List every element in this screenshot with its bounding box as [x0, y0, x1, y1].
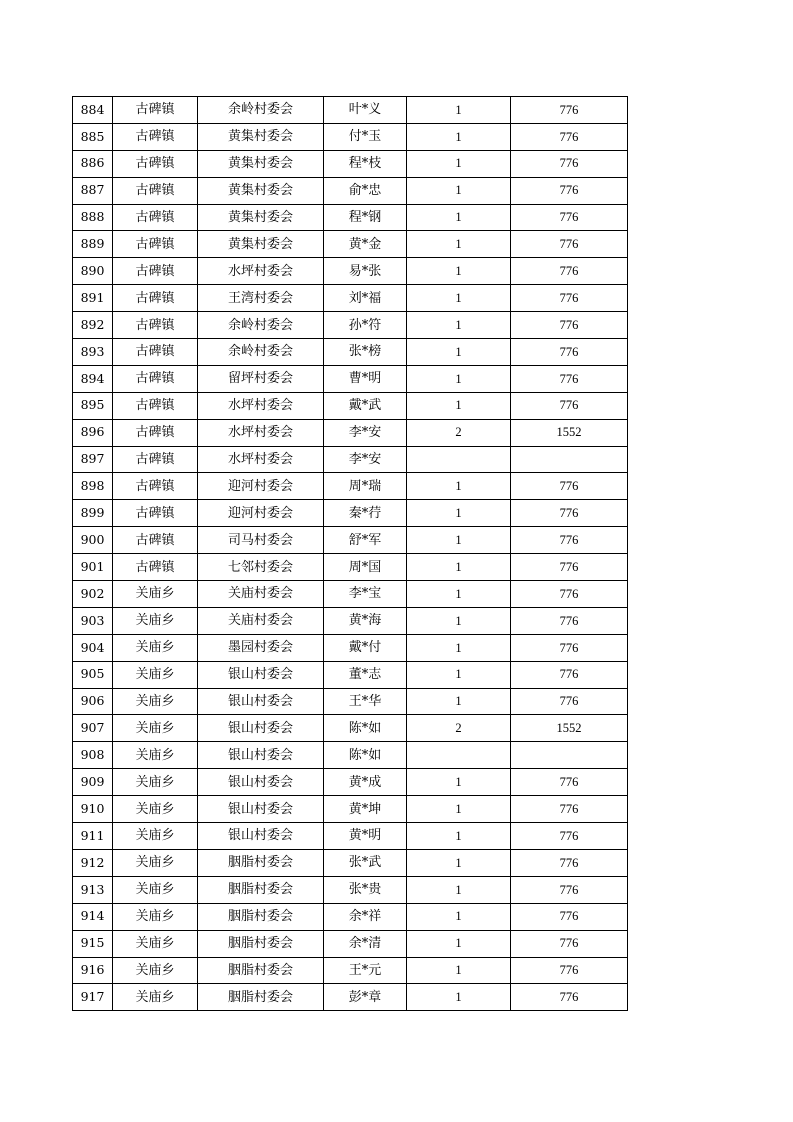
- amount-cell: 776: [511, 849, 628, 876]
- village-committee-cell: 迎河村委会: [198, 500, 324, 527]
- person-name-cell: 周*瑞: [324, 473, 407, 500]
- amount-cell: [511, 742, 628, 769]
- town-cell: 古碑镇: [113, 312, 198, 339]
- count-cell: 1: [407, 796, 511, 823]
- village-committee-cell: 胭脂村委会: [198, 957, 324, 984]
- village-committee-cell: 胭脂村委会: [198, 849, 324, 876]
- table-row: [73, 823, 628, 850]
- amount-cell: 1552: [511, 419, 628, 446]
- village-committee-cell: 胭脂村委会: [198, 930, 324, 957]
- table-row: [73, 339, 628, 366]
- count-cell: 1: [407, 312, 511, 339]
- serial-number-cell: 916: [73, 957, 113, 984]
- amount-cell: 776: [511, 473, 628, 500]
- person-name-cell: 付*玉: [324, 123, 407, 150]
- table-row: [73, 957, 628, 984]
- serial-number-cell: 893: [73, 339, 113, 366]
- table-row: [73, 365, 628, 392]
- village-committee-cell: 水坪村委会: [198, 446, 324, 473]
- serial-number-cell: 903: [73, 607, 113, 634]
- person-name-cell: 俞*忠: [324, 177, 407, 204]
- town-cell: 关庙乡: [113, 742, 198, 769]
- table-row: [73, 97, 628, 124]
- person-name-cell: 李*安: [324, 446, 407, 473]
- town-cell: 关庙乡: [113, 715, 198, 742]
- village-committee-cell: 余岭村委会: [198, 312, 324, 339]
- village-committee-cell: 七邻村委会: [198, 554, 324, 581]
- serial-number-cell: 913: [73, 876, 113, 903]
- serial-number-cell: 904: [73, 634, 113, 661]
- table-row: [73, 204, 628, 231]
- village-committee-cell: 黄集村委会: [198, 150, 324, 177]
- town-cell: 关庙乡: [113, 688, 198, 715]
- table-row: [73, 984, 628, 1011]
- count-cell: 1: [407, 903, 511, 930]
- amount-cell: 776: [511, 661, 628, 688]
- village-committee-cell: 黄集村委会: [198, 123, 324, 150]
- person-name-cell: 王*元: [324, 957, 407, 984]
- village-committee-cell: 银山村委会: [198, 769, 324, 796]
- amount-cell: 776: [511, 339, 628, 366]
- count-cell: 1: [407, 285, 511, 312]
- records-table: [72, 96, 628, 1011]
- town-cell: 古碑镇: [113, 419, 198, 446]
- person-name-cell: 黄*海: [324, 607, 407, 634]
- amount-cell: 776: [511, 930, 628, 957]
- count-cell: 2: [407, 419, 511, 446]
- serial-number-cell: 884: [73, 97, 113, 124]
- count-cell: 2: [407, 715, 511, 742]
- village-committee-cell: 水坪村委会: [198, 392, 324, 419]
- town-cell: 关庙乡: [113, 903, 198, 930]
- person-name-cell: 黄*成: [324, 769, 407, 796]
- amount-cell: 776: [511, 204, 628, 231]
- count-cell: 1: [407, 984, 511, 1011]
- person-name-cell: 余*祥: [324, 903, 407, 930]
- person-name-cell: 程*钢: [324, 204, 407, 231]
- village-committee-cell: 银山村委会: [198, 688, 324, 715]
- count-cell: 1: [407, 688, 511, 715]
- serial-number-cell: 885: [73, 123, 113, 150]
- person-name-cell: 王*华: [324, 688, 407, 715]
- table-row: [73, 473, 628, 500]
- amount-cell: 776: [511, 634, 628, 661]
- village-committee-cell: 迎河村委会: [198, 473, 324, 500]
- count-cell: 1: [407, 392, 511, 419]
- table-row: [73, 419, 628, 446]
- count-cell: 1: [407, 500, 511, 527]
- town-cell: 关庙乡: [113, 849, 198, 876]
- village-committee-cell: 黄集村委会: [198, 177, 324, 204]
- table-row: [73, 500, 628, 527]
- town-cell: 古碑镇: [113, 123, 198, 150]
- serial-number-cell: 911: [73, 823, 113, 850]
- person-name-cell: 刘*福: [324, 285, 407, 312]
- count-cell: 1: [407, 231, 511, 258]
- table-row: [73, 715, 628, 742]
- serial-number-cell: 892: [73, 312, 113, 339]
- table-row: [73, 742, 628, 769]
- count-cell: 1: [407, 957, 511, 984]
- village-committee-cell: 银山村委会: [198, 715, 324, 742]
- amount-cell: 776: [511, 903, 628, 930]
- table-row: [73, 312, 628, 339]
- table-row: [73, 581, 628, 608]
- serial-number-cell: 888: [73, 204, 113, 231]
- count-cell: 1: [407, 769, 511, 796]
- town-cell: 古碑镇: [113, 285, 198, 312]
- serial-number-cell: 912: [73, 849, 113, 876]
- amount-cell: [511, 446, 628, 473]
- serial-number-cell: 901: [73, 554, 113, 581]
- person-name-cell: 黄*坤: [324, 796, 407, 823]
- count-cell: 1: [407, 661, 511, 688]
- town-cell: 古碑镇: [113, 500, 198, 527]
- village-committee-cell: 胭脂村委会: [198, 876, 324, 903]
- count-cell: 1: [407, 823, 511, 850]
- table-row: [73, 231, 628, 258]
- count-cell: 1: [407, 554, 511, 581]
- amount-cell: 776: [511, 365, 628, 392]
- village-committee-cell: 银山村委会: [198, 823, 324, 850]
- amount-cell: 776: [511, 769, 628, 796]
- table-row: [73, 876, 628, 903]
- amount-cell: 776: [511, 392, 628, 419]
- person-name-cell: 彭*章: [324, 984, 407, 1011]
- serial-number-cell: 907: [73, 715, 113, 742]
- amount-cell: 776: [511, 527, 628, 554]
- person-name-cell: 秦*荇: [324, 500, 407, 527]
- village-committee-cell: 胭脂村委会: [198, 984, 324, 1011]
- village-committee-cell: 水坪村委会: [198, 258, 324, 285]
- serial-number-cell: 890: [73, 258, 113, 285]
- serial-number-cell: 899: [73, 500, 113, 527]
- serial-number-cell: 894: [73, 365, 113, 392]
- person-name-cell: 戴*武: [324, 392, 407, 419]
- person-name-cell: 张*榜: [324, 339, 407, 366]
- amount-cell: 776: [511, 177, 628, 204]
- table-row: [73, 661, 628, 688]
- town-cell: 古碑镇: [113, 527, 198, 554]
- count-cell: 1: [407, 527, 511, 554]
- village-committee-cell: 留坪村委会: [198, 365, 324, 392]
- serial-number-cell: 886: [73, 150, 113, 177]
- amount-cell: 776: [511, 97, 628, 124]
- serial-number-cell: 910: [73, 796, 113, 823]
- amount-cell: 776: [511, 258, 628, 285]
- count-cell: 1: [407, 123, 511, 150]
- town-cell: 古碑镇: [113, 177, 198, 204]
- town-cell: 关庙乡: [113, 930, 198, 957]
- village-committee-cell: 关庙村委会: [198, 581, 324, 608]
- amount-cell: 776: [511, 150, 628, 177]
- town-cell: 古碑镇: [113, 204, 198, 231]
- table-row: [73, 849, 628, 876]
- amount-cell: 776: [511, 123, 628, 150]
- person-name-cell: 程*枝: [324, 150, 407, 177]
- table-row: [73, 554, 628, 581]
- table-row: [73, 527, 628, 554]
- person-name-cell: 陈*如: [324, 715, 407, 742]
- amount-cell: 776: [511, 796, 628, 823]
- person-name-cell: 张*武: [324, 849, 407, 876]
- town-cell: 古碑镇: [113, 258, 198, 285]
- serial-number-cell: 897: [73, 446, 113, 473]
- serial-number-cell: 906: [73, 688, 113, 715]
- count-cell: 1: [407, 876, 511, 903]
- serial-number-cell: 908: [73, 742, 113, 769]
- town-cell: 古碑镇: [113, 150, 198, 177]
- village-committee-cell: 司马村委会: [198, 527, 324, 554]
- amount-cell: 776: [511, 607, 628, 634]
- village-committee-cell: 黄集村委会: [198, 231, 324, 258]
- town-cell: 关庙乡: [113, 661, 198, 688]
- serial-number-cell: 905: [73, 661, 113, 688]
- serial-number-cell: 895: [73, 392, 113, 419]
- serial-number-cell: 891: [73, 285, 113, 312]
- records-table-body: [73, 97, 628, 1011]
- village-committee-cell: 胭脂村委会: [198, 903, 324, 930]
- serial-number-cell: 889: [73, 231, 113, 258]
- amount-cell: 776: [511, 688, 628, 715]
- table-row: [73, 930, 628, 957]
- count-cell: 1: [407, 365, 511, 392]
- amount-cell: 1552: [511, 715, 628, 742]
- table-row: [73, 607, 628, 634]
- table-row: [73, 634, 628, 661]
- count-cell: 1: [407, 473, 511, 500]
- person-name-cell: 董*志: [324, 661, 407, 688]
- count-cell: 1: [407, 177, 511, 204]
- village-committee-cell: 余岭村委会: [198, 97, 324, 124]
- person-name-cell: 黄*金: [324, 231, 407, 258]
- village-committee-cell: 墨园村委会: [198, 634, 324, 661]
- serial-number-cell: 896: [73, 419, 113, 446]
- count-cell: 1: [407, 607, 511, 634]
- serial-number-cell: 909: [73, 769, 113, 796]
- count-cell: 1: [407, 204, 511, 231]
- amount-cell: 776: [511, 876, 628, 903]
- person-name-cell: 孙*符: [324, 312, 407, 339]
- table-row: [73, 177, 628, 204]
- amount-cell: 776: [511, 823, 628, 850]
- person-name-cell: 黄*明: [324, 823, 407, 850]
- village-committee-cell: 关庙村委会: [198, 607, 324, 634]
- village-committee-cell: 水坪村委会: [198, 419, 324, 446]
- count-cell: 1: [407, 634, 511, 661]
- person-name-cell: 李*宝: [324, 581, 407, 608]
- count-cell: 1: [407, 930, 511, 957]
- serial-number-cell: 915: [73, 930, 113, 957]
- town-cell: 关庙乡: [113, 823, 198, 850]
- table-row: [73, 258, 628, 285]
- person-name-cell: 舒*军: [324, 527, 407, 554]
- serial-number-cell: 887: [73, 177, 113, 204]
- person-name-cell: 周*国: [324, 554, 407, 581]
- table-row: [73, 150, 628, 177]
- count-cell: 1: [407, 150, 511, 177]
- village-committee-cell: 银山村委会: [198, 796, 324, 823]
- table-row: [73, 392, 628, 419]
- town-cell: 古碑镇: [113, 231, 198, 258]
- count-cell: 1: [407, 339, 511, 366]
- count-cell: 1: [407, 581, 511, 608]
- town-cell: 古碑镇: [113, 97, 198, 124]
- serial-number-cell: 898: [73, 473, 113, 500]
- town-cell: 古碑镇: [113, 473, 198, 500]
- town-cell: 关庙乡: [113, 769, 198, 796]
- town-cell: 关庙乡: [113, 984, 198, 1011]
- serial-number-cell: 900: [73, 527, 113, 554]
- person-name-cell: 曹*明: [324, 365, 407, 392]
- town-cell: 关庙乡: [113, 634, 198, 661]
- table-row: [73, 446, 628, 473]
- table-row: [73, 903, 628, 930]
- village-committee-cell: 银山村委会: [198, 742, 324, 769]
- serial-number-cell: 914: [73, 903, 113, 930]
- town-cell: 关庙乡: [113, 957, 198, 984]
- village-committee-cell: 银山村委会: [198, 661, 324, 688]
- amount-cell: 776: [511, 957, 628, 984]
- amount-cell: 776: [511, 231, 628, 258]
- person-name-cell: 易*张: [324, 258, 407, 285]
- town-cell: 关庙乡: [113, 796, 198, 823]
- count-cell: [407, 742, 511, 769]
- town-cell: 古碑镇: [113, 446, 198, 473]
- person-name-cell: 张*贵: [324, 876, 407, 903]
- village-committee-cell: 余岭村委会: [198, 339, 324, 366]
- table-row: [73, 769, 628, 796]
- serial-number-cell: 902: [73, 581, 113, 608]
- village-committee-cell: 黄集村委会: [198, 204, 324, 231]
- amount-cell: 776: [511, 554, 628, 581]
- amount-cell: 776: [511, 285, 628, 312]
- count-cell: 1: [407, 97, 511, 124]
- count-cell: 1: [407, 849, 511, 876]
- town-cell: 关庙乡: [113, 876, 198, 903]
- amount-cell: 776: [511, 581, 628, 608]
- town-cell: 古碑镇: [113, 392, 198, 419]
- amount-cell: 776: [511, 312, 628, 339]
- village-committee-cell: 王湾村委会: [198, 285, 324, 312]
- person-name-cell: 叶*义: [324, 97, 407, 124]
- count-cell: [407, 446, 511, 473]
- town-cell: 古碑镇: [113, 554, 198, 581]
- person-name-cell: 余*清: [324, 930, 407, 957]
- town-cell: 古碑镇: [113, 339, 198, 366]
- serial-number-cell: 917: [73, 984, 113, 1011]
- table-row: [73, 285, 628, 312]
- person-name-cell: 戴*付: [324, 634, 407, 661]
- town-cell: 关庙乡: [113, 581, 198, 608]
- table-row: [73, 796, 628, 823]
- town-cell: 古碑镇: [113, 365, 198, 392]
- person-name-cell: 李*安: [324, 419, 407, 446]
- town-cell: 关庙乡: [113, 607, 198, 634]
- table-row: [73, 688, 628, 715]
- count-cell: 1: [407, 258, 511, 285]
- amount-cell: 776: [511, 500, 628, 527]
- amount-cell: 776: [511, 984, 628, 1011]
- person-name-cell: 陈*如: [324, 742, 407, 769]
- table-row: [73, 123, 628, 150]
